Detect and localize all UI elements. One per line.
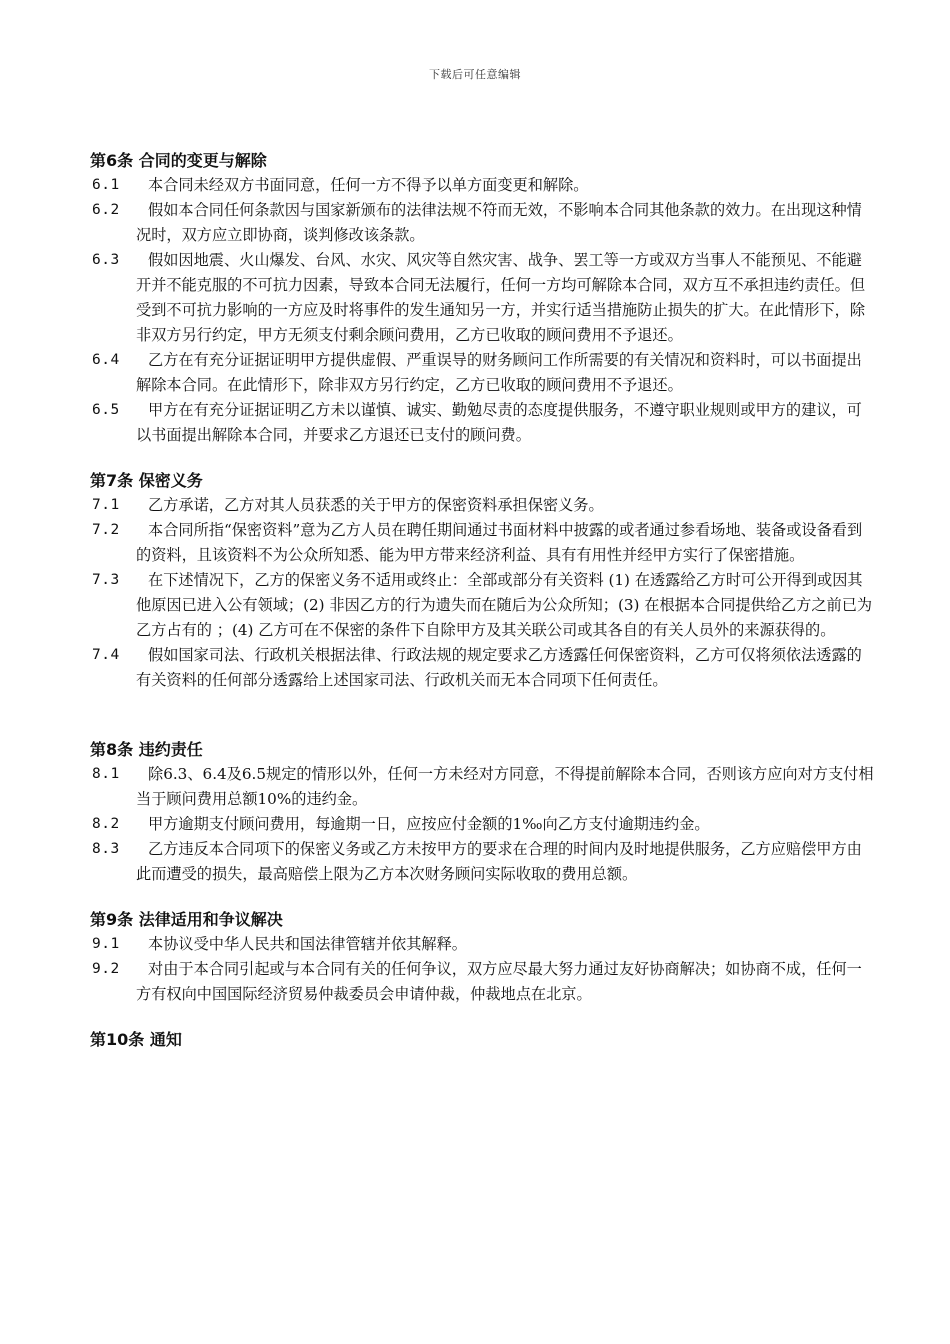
clause-9-1 [90,932,880,957]
clause-number: 6.3 [92,252,120,268]
clause-8-3 [90,837,880,887]
section-title: 第10条 通知 [90,1030,182,1049]
section-9 [90,907,880,1007]
clause-number: 6.2 [92,202,120,218]
clause-text: 本合同未经双方书面同意，任何一方不得予以单方面变更和解除。 [148,176,589,194]
clause-6-2 [90,198,880,248]
section-title: 第9条 法律适用和争议解决 [90,910,283,929]
clause-text: 假如本合同任何条款因与国家新颁布的法律法规不符而无效，不影响本合同其他条款的效力。在出现这种情况时，双方应立即协商，谈判修改该条款。 [136,201,862,244]
clause-text: 乙方承诺，乙方对其人员获悉的关于甲方的保密资料承担保密义务。 [148,496,604,514]
clause-text: 甲方逾期支付顾问费用，每逾期一日，应按应付金额的1‰向乙方支付逾期违约金。 [148,815,710,833]
clause-number: 8.3 [92,841,120,857]
clause-text: 乙方在有充分证据证明甲方提供虚假、严重误导的财务顾问工作所需要的有关情况和资料时，可以书面提出解除本合同。在此情形下，除非双方另行约定，乙方已收取的顾问费用不予退还。 [136,351,862,394]
clause-number: 7.3 [92,572,120,588]
clause-number: 7.1 [92,497,120,513]
clause-7-2 [90,518,880,568]
clause-text: 假如国家司法、行政机关根据法律、行政法规的规定要求乙方透露任何保密资料，乙方可仅将须依法透露的有关资料的任何部分透露给上述国家司法、行政机关而无本合同项下任何责任。 [136,646,862,689]
clause-text: 甲方在有充分证据证明乙方未以谨慎、诚实、勤勉尽责的态度提供服务，不遵守职业规则或甲方的建议，可以书面提出解除本合同，并要求乙方退还已支付的顾问费。 [136,401,862,444]
section-title: 第8条 违约责任 [90,740,203,759]
clause-text: 在下述情况下，乙方的保密义务不适用或终止：全部或部分有关资料 (1) 在透露给乙方时可公开得到或因其他原因已进入公有领域；(2) 非因乙方的行为遗失而在随后为公众所知；(3) 在根据本合同提供给乙方之前已为乙方占有的 ；(4) 乙方可在不保密的条件下自除甲方及其关联公司或其各自的有关人员外的来源获得的。 [136,571,873,639]
clause-number: 7.4 [92,647,120,663]
clause-number: 9.2 [92,961,120,977]
clause-6-3 [90,248,880,348]
clause-7-3 [90,568,880,643]
clause-number: 6.1 [92,177,120,193]
section-spacer [90,1007,880,1027]
clause-text: 除6.3、6.4及6.5规定的情形以外，任何一方未经对方同意，不得提前解除本合同，否则该方应向对方支付相当于顾问费用总额10%的违约金。 [136,765,874,808]
clause-number: 7.2 [92,522,120,538]
clause-6-5 [90,398,880,448]
clause-8-2 [90,812,880,837]
section-7 [90,468,880,693]
section-title: 第6条 合同的变更与解除 [90,151,267,170]
section-8 [90,737,880,887]
clause-number: 6.4 [92,352,120,368]
clause-text: 本协议受中华人民共和国法律管辖并依其解释。 [148,935,467,953]
section-spacer [90,448,880,468]
section-10 [90,1027,880,1052]
clause-number: 8.2 [92,816,120,832]
clause-7-1 [90,493,880,518]
clause-text: 乙方违反本合同项下的保密义务或乙方未按甲方的要求在合理的时间内及时地提供服务，乙方应赔偿甲方由此而遭受的损失，最高赔偿上限为乙方本次财务顾问实际收取的费用总额。 [136,840,862,883]
section-spacer [90,693,880,737]
clause-7-4 [90,643,880,693]
clause-text: 假如因地震、火山爆发、台风、水灾、风灾等自然灾害、战争、罢工等一方或双方当事人不能预见、不能避开并不能克服的不可抗力因素，导致本合同无法履行，任何一方均可解除本合同，双方互不承担违约责任。但受到不可抗力影响的一方应及时将事件的发生通知另一方，并实行适当措施防止损失的扩大。在此情形下，除非双方另行约定，甲方无须支付剩余顾问费用，乙方已收取的顾问费用不予退还。 [136,251,865,344]
clause-text: 本合同所指“保密资料”意为乙方人员在聘任期间通过书面材料中披露的或者通过参看场地、装备或设备看到的资料，且该资料不为公众所知悉、能为甲方带来经济利益、具有有用性并经甲方实行了保密措施。 [136,521,863,564]
section-6 [90,148,880,448]
clause-8-1 [90,762,880,812]
section-spacer [90,887,880,907]
clause-number: 8.1 [92,766,120,782]
header-note: 下载后可任意编辑 [429,68,521,81]
clause-6-4 [90,348,880,398]
clause-number: 6.5 [92,402,120,418]
clause-9-2 [90,957,880,1007]
clause-number: 9.1 [92,936,120,952]
section-title: 第7条 保密义务 [90,471,203,490]
clause-text: 对由于本合同引起或与本合同有关的任何争议，双方应尽最大努力通过友好协商解决；如协商不成，任何一方有权向中国国际经济贸易仲裁委员会申请仲裁，仲裁地点在北京。 [136,960,862,1003]
clause-6-1 [90,173,880,198]
contract-body [90,148,880,1052]
